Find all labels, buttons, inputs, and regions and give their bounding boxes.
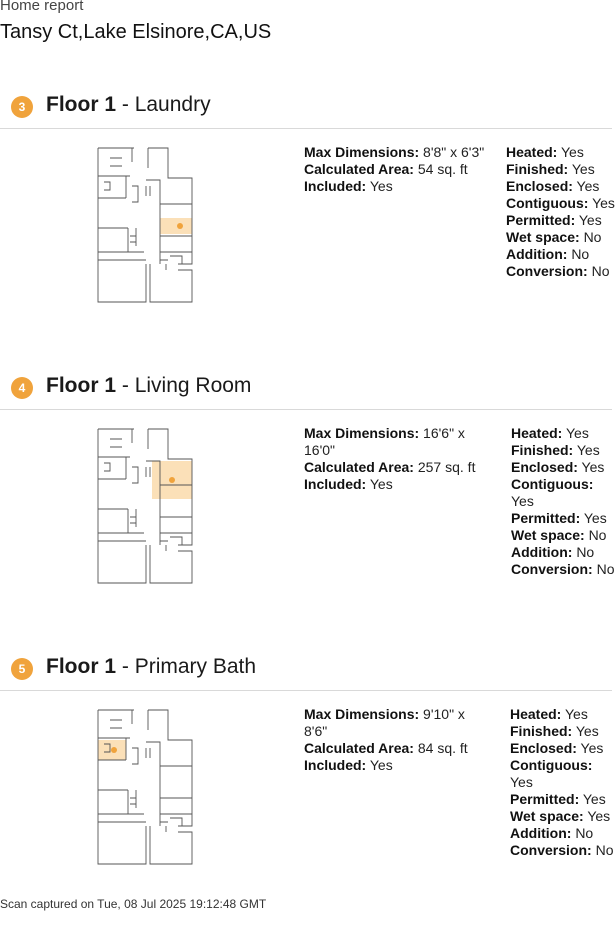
included-value: Yes bbox=[369, 757, 393, 773]
calculated-area-row bbox=[304, 459, 494, 476]
attributes-column bbox=[511, 425, 614, 578]
contiguous-row bbox=[511, 476, 614, 493]
highlighted-room bbox=[98, 740, 126, 760]
included-row bbox=[304, 757, 494, 774]
addition-row bbox=[511, 544, 614, 561]
included-label: Included: bbox=[304, 178, 367, 194]
conversion-row bbox=[506, 263, 615, 280]
scan-timestamp: Scan captured on Tue, 08 Jul 2025 19:12:48 GMT bbox=[0, 897, 267, 911]
room-number-badge: 4 bbox=[11, 377, 33, 399]
heated-value: Yes bbox=[565, 706, 588, 722]
max-dimensions-row bbox=[304, 144, 494, 161]
heated-label: Heated: bbox=[506, 144, 558, 160]
room-title bbox=[46, 655, 256, 679]
calculated-area-row bbox=[304, 740, 494, 757]
finished-value: Yes bbox=[571, 161, 595, 177]
contiguous-row bbox=[510, 757, 613, 774]
heated-label: Heated: bbox=[510, 706, 562, 722]
room-section-laundry bbox=[0, 92, 615, 372]
wet-space-value: No bbox=[588, 527, 607, 543]
room-name: Laundry bbox=[134, 93, 211, 116]
heated-label: Heated: bbox=[511, 425, 563, 441]
calculated-area-value: 257 sq. ft bbox=[417, 459, 476, 475]
room-marker-icon bbox=[177, 223, 183, 229]
title-separator: - bbox=[121, 655, 129, 678]
included-row bbox=[304, 476, 494, 493]
wet-space-value: No bbox=[583, 229, 602, 245]
addition-value: No bbox=[575, 825, 594, 841]
addition-label: Addition: bbox=[510, 825, 572, 841]
wet-space-label: Wet space: bbox=[506, 229, 580, 245]
dimensions-column bbox=[304, 425, 494, 493]
permitted-row bbox=[510, 791, 613, 808]
calculated-area-value: 54 sq. ft bbox=[417, 161, 468, 177]
floor-label: Floor 1 bbox=[46, 655, 117, 678]
dimensions-column bbox=[304, 144, 494, 195]
contiguous-row bbox=[506, 195, 615, 212]
max-dimensions-value: 8'8" x 6'3" bbox=[423, 144, 485, 160]
floor-plan-thumbnail bbox=[96, 427, 196, 585]
calculated-area-label: Calculated Area: bbox=[304, 740, 414, 756]
enclosed-row bbox=[511, 459, 614, 476]
finished-value: Yes bbox=[575, 723, 599, 739]
included-value: Yes bbox=[369, 476, 393, 492]
wet-space-value: Yes bbox=[587, 808, 611, 824]
wet-space-label: Wet space: bbox=[510, 808, 584, 824]
max-dimensions-row-cont: 16'0" bbox=[304, 442, 336, 458]
room-name: Primary Bath bbox=[134, 655, 257, 678]
room-name: Living Room bbox=[134, 374, 252, 397]
permitted-label: Permitted: bbox=[511, 510, 581, 526]
heated-row bbox=[511, 425, 614, 442]
calculated-area-label: Calculated Area: bbox=[304, 459, 414, 475]
contiguous-value: Yes bbox=[592, 195, 615, 211]
finished-row bbox=[506, 161, 615, 178]
max-dimensions-row bbox=[304, 425, 494, 442]
addition-value: No bbox=[576, 544, 595, 560]
room-header bbox=[0, 92, 612, 129]
permitted-value: Yes bbox=[582, 791, 606, 807]
floor-plan-thumbnail bbox=[96, 146, 196, 304]
permitted-row bbox=[506, 212, 615, 229]
enclosed-value: Yes bbox=[581, 459, 605, 475]
conversion-label: Conversion: bbox=[506, 263, 588, 279]
room-header bbox=[0, 654, 612, 691]
max-dimensions-row bbox=[304, 706, 494, 723]
heated-row bbox=[506, 144, 615, 161]
contiguous-label: Contiguous: bbox=[506, 195, 589, 211]
plan-walls bbox=[98, 710, 192, 864]
max-dimensions-value: 16'6" x bbox=[423, 425, 465, 441]
report-subtitle: Home report bbox=[0, 0, 84, 14]
included-row bbox=[304, 178, 494, 195]
finished-value: Yes bbox=[576, 442, 600, 458]
addition-row bbox=[506, 246, 615, 263]
conversion-row bbox=[511, 561, 614, 578]
calculated-area-value: 84 sq. ft bbox=[417, 740, 468, 756]
room-header bbox=[0, 373, 612, 410]
enclosed-label: Enclosed: bbox=[510, 740, 577, 756]
plan-walls bbox=[98, 429, 192, 583]
title-separator: - bbox=[121, 374, 129, 397]
addition-row bbox=[510, 825, 613, 842]
permitted-value: Yes bbox=[583, 510, 607, 526]
permitted-row bbox=[511, 510, 614, 527]
floor-label: Floor 1 bbox=[46, 93, 117, 116]
room-title bbox=[46, 93, 211, 117]
finished-row bbox=[511, 442, 614, 459]
heated-value: Yes bbox=[566, 425, 589, 441]
calculated-area-label: Calculated Area: bbox=[304, 161, 414, 177]
room-marker-icon bbox=[169, 477, 175, 483]
conversion-value: No bbox=[591, 263, 610, 279]
dimensions-column bbox=[304, 706, 494, 774]
room-marker-icon bbox=[111, 747, 117, 753]
wet-space-row bbox=[506, 229, 615, 246]
max-dimensions-value: 9'10" x bbox=[423, 706, 465, 722]
attributes-column bbox=[506, 144, 615, 280]
max-dimensions-row-cont: 8'6" bbox=[304, 723, 328, 739]
permitted-label: Permitted: bbox=[510, 791, 580, 807]
conversion-label: Conversion: bbox=[511, 561, 593, 577]
finished-label: Finished: bbox=[506, 161, 569, 177]
conversion-row bbox=[510, 842, 613, 859]
room-section-primary-bath bbox=[0, 654, 612, 934]
max-dimensions-label: Max Dimensions: bbox=[304, 706, 420, 722]
contiguous-label: Contiguous: bbox=[510, 757, 593, 773]
enclosed-value: Yes bbox=[576, 178, 600, 194]
contiguous-value: Yes bbox=[510, 774, 533, 790]
max-dimensions-label: Max Dimensions: bbox=[304, 425, 420, 441]
floor-plan-thumbnail bbox=[96, 708, 196, 866]
finished-label: Finished: bbox=[510, 723, 573, 739]
property-address: Tansy Ct,Lake Elsinore,CA,US bbox=[0, 21, 272, 43]
highlighted-room bbox=[152, 461, 192, 499]
contiguous-value: Yes bbox=[511, 493, 534, 509]
conversion-value: No bbox=[596, 561, 615, 577]
permitted-label: Permitted: bbox=[506, 212, 576, 228]
conversion-value: No bbox=[595, 842, 614, 858]
enclosed-label: Enclosed: bbox=[511, 459, 578, 475]
included-label: Included: bbox=[304, 476, 367, 492]
room-number-badge: 5 bbox=[11, 658, 33, 680]
wet-space-row bbox=[511, 527, 614, 544]
finished-label: Finished: bbox=[511, 442, 574, 458]
enclosed-value: Yes bbox=[580, 740, 604, 756]
room-number-badge: 3 bbox=[11, 96, 33, 118]
floor-label: Floor 1 bbox=[46, 374, 117, 397]
heated-row bbox=[510, 706, 613, 723]
title-separator: - bbox=[121, 93, 129, 116]
max-dimensions-label: Max Dimensions: bbox=[304, 144, 420, 160]
addition-label: Addition: bbox=[511, 544, 573, 560]
contiguous-label: Contiguous: bbox=[511, 476, 594, 492]
included-label: Included: bbox=[304, 757, 367, 773]
included-value: Yes bbox=[369, 178, 393, 194]
addition-label: Addition: bbox=[506, 246, 568, 262]
addition-value: No bbox=[571, 246, 590, 262]
wet-space-row bbox=[510, 808, 613, 825]
finished-row bbox=[510, 723, 613, 740]
heated-value: Yes bbox=[561, 144, 584, 160]
room-title bbox=[46, 374, 251, 398]
enclosed-row bbox=[506, 178, 615, 195]
enclosed-label: Enclosed: bbox=[506, 178, 573, 194]
conversion-label: Conversion: bbox=[510, 842, 592, 858]
room-section-living-room bbox=[0, 373, 615, 653]
calculated-area-row bbox=[304, 161, 494, 178]
wet-space-label: Wet space: bbox=[511, 527, 585, 543]
attributes-column bbox=[510, 706, 613, 859]
permitted-value: Yes bbox=[578, 212, 602, 228]
enclosed-row bbox=[510, 740, 613, 757]
highlighted-room bbox=[160, 218, 192, 234]
